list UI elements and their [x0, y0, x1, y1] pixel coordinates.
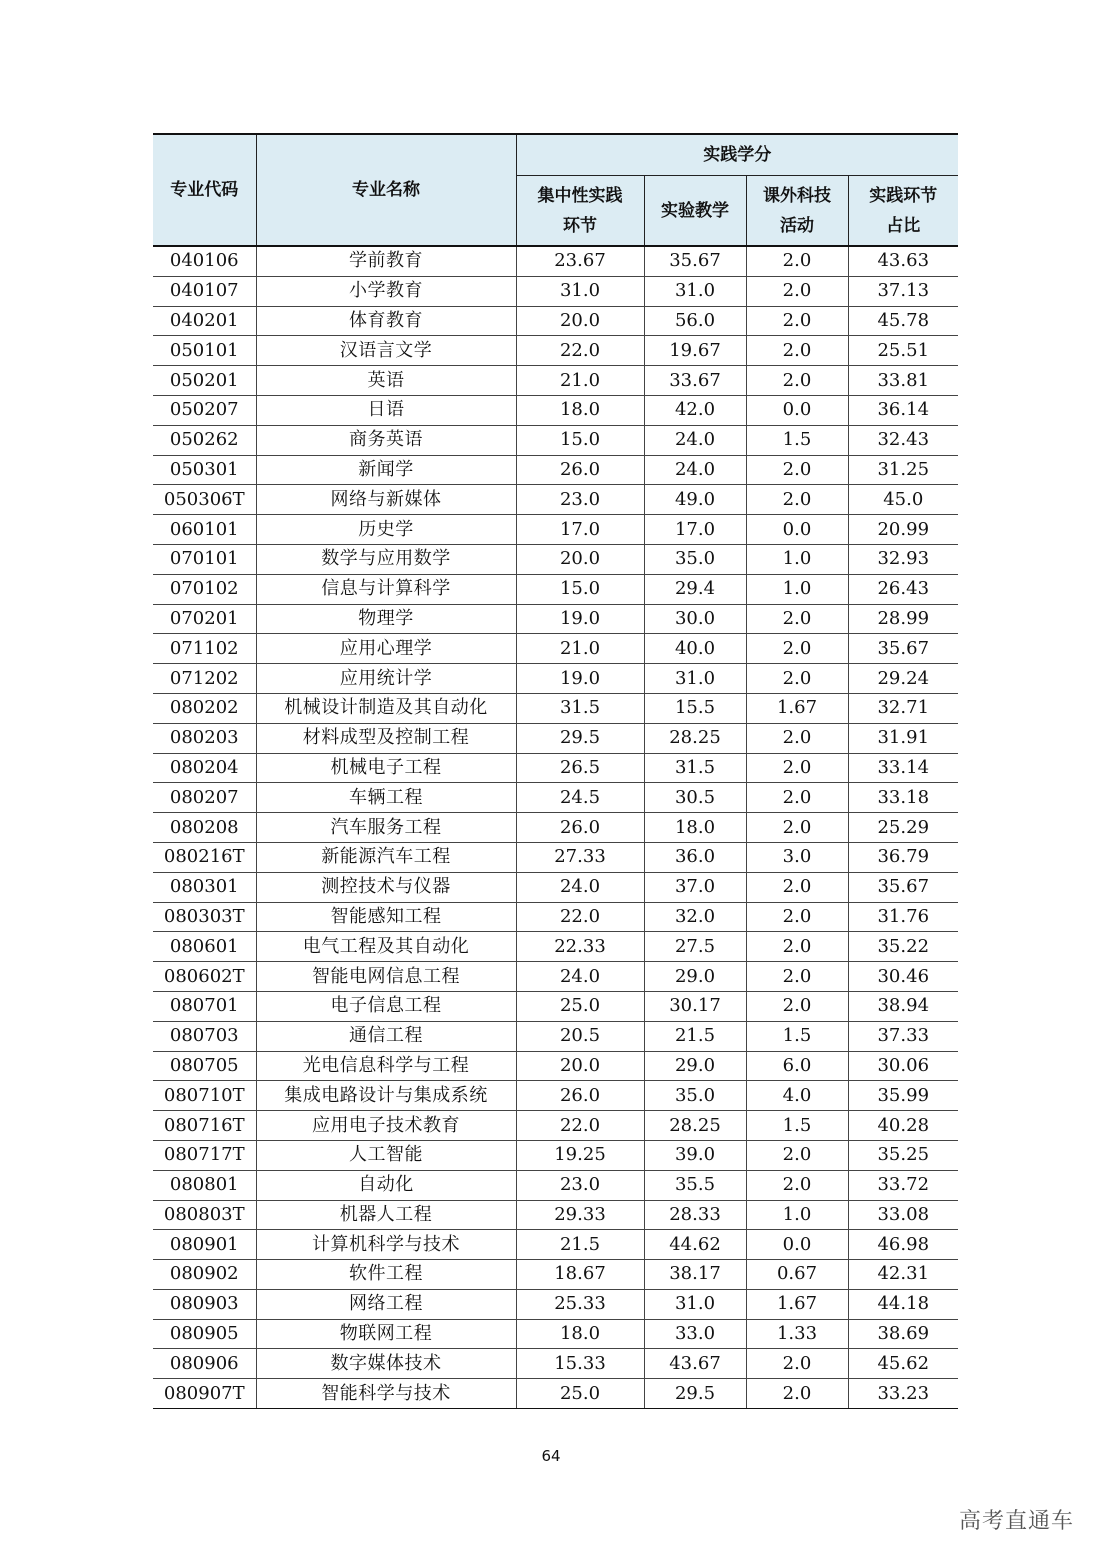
cell-centralized-practice: 18.0 [516, 395, 644, 425]
table-row [153, 1319, 958, 1349]
cell-code: 080705 [153, 1051, 256, 1081]
cell-centralized-practice: 23.67 [516, 246, 644, 276]
table-row [153, 693, 958, 723]
cell-major-name: 体育教育 [256, 306, 516, 336]
table-row [153, 336, 958, 366]
cell-lab-teaching: 24.0 [644, 425, 746, 455]
cell-lab-teaching: 42.0 [644, 395, 746, 425]
cell-practice-ratio: 37.13 [848, 276, 958, 306]
cell-code: 040107 [153, 276, 256, 306]
cell-code: 060101 [153, 515, 256, 545]
cell-lab-teaching: 21.5 [644, 1021, 746, 1051]
cell-practice-ratio: 30.06 [848, 1051, 958, 1081]
cell-centralized-practice: 15.0 [516, 574, 644, 604]
cell-major-name: 智能电网信息工程 [256, 962, 516, 992]
cell-practice-ratio: 38.94 [848, 991, 958, 1021]
cell-lab-teaching: 29.0 [644, 1051, 746, 1081]
practice-credits-table [153, 133, 958, 1409]
cell-extracurricular: 2.0 [746, 306, 848, 336]
table-body [153, 246, 958, 1409]
cell-extracurricular: 1.67 [746, 693, 848, 723]
cell-centralized-practice: 18.0 [516, 1319, 644, 1349]
cell-practice-ratio: 29.24 [848, 664, 958, 694]
cell-centralized-practice: 15.33 [516, 1349, 644, 1379]
cell-major-name: 汽车服务工程 [256, 813, 516, 843]
header-code: 专业代码 [153, 134, 256, 246]
table-row [153, 574, 958, 604]
header-name: 专业名称 [256, 134, 516, 246]
cell-centralized-practice: 22.0 [516, 902, 644, 932]
cell-major-name: 人工智能 [256, 1140, 516, 1170]
cell-major-name: 网络与新媒体 [256, 485, 516, 515]
cell-practice-ratio: 45.0 [848, 485, 958, 515]
cell-practice-ratio: 35.22 [848, 932, 958, 962]
cell-extracurricular: 1.5 [746, 1021, 848, 1051]
cell-code: 050262 [153, 425, 256, 455]
cell-lab-teaching: 29.5 [644, 1379, 746, 1409]
cell-extracurricular: 2.0 [746, 783, 848, 813]
cell-centralized-practice: 25.33 [516, 1289, 644, 1319]
cell-practice-ratio: 28.99 [848, 604, 958, 634]
cell-major-name: 英语 [256, 366, 516, 396]
cell-major-name: 网络工程 [256, 1289, 516, 1319]
table-row [153, 813, 958, 843]
table-row [153, 1260, 958, 1290]
table-row [153, 932, 958, 962]
table-row [153, 1230, 958, 1260]
cell-extracurricular: 0.67 [746, 1260, 848, 1290]
cell-lab-teaching: 19.67 [644, 336, 746, 366]
cell-extracurricular: 1.5 [746, 425, 848, 455]
cell-extracurricular: 2.0 [746, 1349, 848, 1379]
cell-lab-teaching: 30.17 [644, 991, 746, 1021]
cell-major-name: 历史学 [256, 515, 516, 545]
cell-lab-teaching: 31.5 [644, 753, 746, 783]
header-practice-ratio: 实践环节 占比 [848, 176, 958, 247]
cell-practice-ratio: 25.29 [848, 813, 958, 843]
cell-centralized-practice: 29.33 [516, 1200, 644, 1230]
cell-lab-teaching: 43.67 [644, 1349, 746, 1379]
cell-extracurricular: 2.0 [746, 753, 848, 783]
cell-code: 071102 [153, 634, 256, 664]
cell-extracurricular: 2.0 [746, 991, 848, 1021]
cell-practice-ratio: 45.78 [848, 306, 958, 336]
cell-code: 050301 [153, 455, 256, 485]
cell-practice-ratio: 32.43 [848, 425, 958, 455]
cell-lab-teaching: 18.0 [644, 813, 746, 843]
cell-centralized-practice: 24.5 [516, 783, 644, 813]
cell-practice-ratio: 35.67 [848, 872, 958, 902]
cell-extracurricular: 2.0 [746, 664, 848, 694]
cell-lab-teaching: 44.62 [644, 1230, 746, 1260]
cell-code: 080717T [153, 1140, 256, 1170]
cell-code: 080601 [153, 932, 256, 962]
cell-code: 040201 [153, 306, 256, 336]
cell-code: 080710T [153, 1081, 256, 1111]
cell-major-name: 数字媒体技术 [256, 1349, 516, 1379]
cell-practice-ratio: 31.76 [848, 902, 958, 932]
table-row [153, 395, 958, 425]
cell-code: 070101 [153, 544, 256, 574]
cell-lab-teaching: 24.0 [644, 455, 746, 485]
cell-extracurricular: 2.0 [746, 634, 848, 664]
table-row [153, 1140, 958, 1170]
table-row [153, 634, 958, 664]
cell-extracurricular: 0.0 [746, 395, 848, 425]
cell-code: 080301 [153, 872, 256, 902]
cell-lab-teaching: 33.0 [644, 1319, 746, 1349]
cell-extracurricular: 2.0 [746, 872, 848, 902]
cell-code: 070201 [153, 604, 256, 634]
cell-centralized-practice: 24.0 [516, 872, 644, 902]
cell-extracurricular: 6.0 [746, 1051, 848, 1081]
cell-lab-teaching: 17.0 [644, 515, 746, 545]
table-row [153, 1111, 958, 1141]
cell-practice-ratio: 35.25 [848, 1140, 958, 1170]
cell-code: 080907T [153, 1379, 256, 1409]
cell-code: 080906 [153, 1349, 256, 1379]
cell-major-name: 应用电子技术教育 [256, 1111, 516, 1141]
cell-code: 080901 [153, 1230, 256, 1260]
cell-lab-teaching: 35.0 [644, 544, 746, 574]
cell-code: 080204 [153, 753, 256, 783]
cell-centralized-practice: 20.0 [516, 1051, 644, 1081]
cell-major-name: 日语 [256, 395, 516, 425]
table-row [153, 1379, 958, 1409]
cell-centralized-practice: 19.0 [516, 604, 644, 634]
cell-practice-ratio: 33.81 [848, 366, 958, 396]
cell-practice-ratio: 42.31 [848, 1260, 958, 1290]
cell-lab-teaching: 40.0 [644, 634, 746, 664]
cell-practice-ratio: 25.51 [848, 336, 958, 366]
cell-extracurricular: 1.0 [746, 1200, 848, 1230]
cell-extracurricular: 2.0 [746, 455, 848, 485]
cell-practice-ratio: 40.28 [848, 1111, 958, 1141]
table-row [153, 1081, 958, 1111]
cell-major-name: 自动化 [256, 1170, 516, 1200]
cell-code: 080803T [153, 1200, 256, 1230]
cell-lab-teaching: 32.0 [644, 902, 746, 932]
cell-practice-ratio: 33.23 [848, 1379, 958, 1409]
cell-extracurricular: 2.0 [746, 336, 848, 366]
cell-centralized-practice: 15.0 [516, 425, 644, 455]
cell-code: 080701 [153, 991, 256, 1021]
cell-extracurricular: 1.0 [746, 544, 848, 574]
header-centralized-practice: 集中性实践 环节 [516, 176, 644, 247]
table-row [153, 723, 958, 753]
cell-lab-teaching: 28.25 [644, 723, 746, 753]
table-row [153, 1021, 958, 1051]
cell-centralized-practice: 21.0 [516, 366, 644, 396]
cell-major-name: 智能科学与技术 [256, 1379, 516, 1409]
cell-practice-ratio: 26.43 [848, 574, 958, 604]
cell-major-name: 车辆工程 [256, 783, 516, 813]
cell-centralized-practice: 17.0 [516, 515, 644, 545]
cell-centralized-practice: 25.0 [516, 1379, 644, 1409]
table-row [153, 664, 958, 694]
cell-code: 080905 [153, 1319, 256, 1349]
cell-centralized-practice: 24.0 [516, 962, 644, 992]
cell-lab-teaching: 33.67 [644, 366, 746, 396]
cell-code: 050207 [153, 395, 256, 425]
cell-practice-ratio: 20.99 [848, 515, 958, 545]
cell-practice-ratio: 37.33 [848, 1021, 958, 1051]
cell-major-name: 光电信息科学与工程 [256, 1051, 516, 1081]
table-row [153, 872, 958, 902]
cell-major-name: 汉语言文学 [256, 336, 516, 366]
cell-code: 050101 [153, 336, 256, 366]
cell-lab-teaching: 38.17 [644, 1260, 746, 1290]
cell-code: 080208 [153, 813, 256, 843]
cell-extracurricular: 2.0 [746, 723, 848, 753]
cell-major-name: 智能感知工程 [256, 902, 516, 932]
cell-centralized-practice: 26.0 [516, 1081, 644, 1111]
cell-centralized-practice: 20.5 [516, 1021, 644, 1051]
cell-lab-teaching: 30.5 [644, 783, 746, 813]
cell-code: 080703 [153, 1021, 256, 1051]
cell-practice-ratio: 31.25 [848, 455, 958, 485]
cell-lab-teaching: 35.0 [644, 1081, 746, 1111]
cell-code: 050201 [153, 366, 256, 396]
cell-centralized-practice: 20.0 [516, 544, 644, 574]
cell-extracurricular: 2.0 [746, 366, 848, 396]
cell-lab-teaching: 31.0 [644, 276, 746, 306]
cell-practice-ratio: 44.18 [848, 1289, 958, 1319]
cell-practice-ratio: 33.18 [848, 783, 958, 813]
cell-extracurricular: 2.0 [746, 902, 848, 932]
header-extracurricular: 课外科技 活动 [746, 176, 848, 247]
cell-lab-teaching: 36.0 [644, 842, 746, 872]
cell-major-name: 数学与应用数学 [256, 544, 516, 574]
cell-extracurricular: 1.5 [746, 1111, 848, 1141]
cell-centralized-practice: 26.0 [516, 813, 644, 843]
cell-practice-ratio: 43.63 [848, 246, 958, 276]
cell-code: 080303T [153, 902, 256, 932]
cell-code: 080203 [153, 723, 256, 753]
cell-extracurricular: 2.0 [746, 1170, 848, 1200]
cell-lab-teaching: 30.0 [644, 604, 746, 634]
cell-major-name: 测控技术与仪器 [256, 872, 516, 902]
cell-major-name: 机械电子工程 [256, 753, 516, 783]
table-row [153, 962, 958, 992]
cell-practice-ratio: 30.46 [848, 962, 958, 992]
cell-major-name: 通信工程 [256, 1021, 516, 1051]
cell-practice-ratio: 35.99 [848, 1081, 958, 1111]
cell-lab-teaching: 39.0 [644, 1140, 746, 1170]
cell-extracurricular: 0.0 [746, 1230, 848, 1260]
cell-major-name: 电气工程及其自动化 [256, 932, 516, 962]
cell-lab-teaching: 29.4 [644, 574, 746, 604]
cell-code: 040106 [153, 246, 256, 276]
table-row [153, 276, 958, 306]
header-lab-teaching: 实验教学 [644, 176, 746, 247]
cell-centralized-practice: 22.33 [516, 932, 644, 962]
cell-lab-teaching: 29.0 [644, 962, 746, 992]
cell-major-name: 软件工程 [256, 1260, 516, 1290]
cell-lab-teaching: 31.0 [644, 1289, 746, 1319]
cell-code: 080216T [153, 842, 256, 872]
cell-lab-teaching: 35.67 [644, 246, 746, 276]
cell-code: 080202 [153, 693, 256, 723]
cell-practice-ratio: 36.79 [848, 842, 958, 872]
cell-major-name: 物联网工程 [256, 1319, 516, 1349]
table-row [153, 455, 958, 485]
cell-centralized-practice: 26.5 [516, 753, 644, 783]
cell-centralized-practice: 22.0 [516, 336, 644, 366]
cell-extracurricular: 2.0 [746, 485, 848, 515]
cell-centralized-practice: 23.0 [516, 1170, 644, 1200]
cell-centralized-practice: 25.0 [516, 991, 644, 1021]
cell-major-name: 应用统计学 [256, 664, 516, 694]
cell-practice-ratio: 32.93 [848, 544, 958, 574]
cell-extracurricular: 2.0 [746, 813, 848, 843]
cell-major-name: 信息与计算科学 [256, 574, 516, 604]
table-row [153, 485, 958, 515]
cell-extracurricular: 2.0 [746, 246, 848, 276]
cell-centralized-practice: 27.33 [516, 842, 644, 872]
cell-extracurricular: 2.0 [746, 962, 848, 992]
cell-practice-ratio: 33.72 [848, 1170, 958, 1200]
cell-major-name: 集成电路设计与集成系统 [256, 1081, 516, 1111]
cell-code: 080801 [153, 1170, 256, 1200]
cell-centralized-practice: 19.25 [516, 1140, 644, 1170]
cell-major-name: 新闻学 [256, 455, 516, 485]
cell-centralized-practice: 20.0 [516, 306, 644, 336]
table-header [153, 134, 958, 246]
table-row [153, 366, 958, 396]
table-row [153, 1051, 958, 1081]
cell-major-name: 材料成型及控制工程 [256, 723, 516, 753]
cell-lab-teaching: 31.0 [644, 664, 746, 694]
table-row [153, 753, 958, 783]
cell-practice-ratio: 32.71 [848, 693, 958, 723]
cell-extracurricular: 4.0 [746, 1081, 848, 1111]
cell-centralized-practice: 26.0 [516, 455, 644, 485]
cell-major-name: 物理学 [256, 604, 516, 634]
table-row [153, 306, 958, 336]
cell-lab-teaching: 27.5 [644, 932, 746, 962]
cell-major-name: 学前教育 [256, 246, 516, 276]
table-row [153, 783, 958, 813]
cell-centralized-practice: 21.5 [516, 1230, 644, 1260]
watermark-text: 高考直通车 [958, 1509, 1074, 1534]
cell-code: 080716T [153, 1111, 256, 1141]
cell-code: 080903 [153, 1289, 256, 1319]
page-number: 64 [541, 1447, 561, 1465]
table-row [153, 515, 958, 545]
cell-lab-teaching: 28.25 [644, 1111, 746, 1141]
cell-practice-ratio: 33.08 [848, 1200, 958, 1230]
cell-lab-teaching: 35.5 [644, 1170, 746, 1200]
cell-centralized-practice: 31.5 [516, 693, 644, 723]
cell-major-name: 小学教育 [256, 276, 516, 306]
cell-lab-teaching: 15.5 [644, 693, 746, 723]
cell-code: 070102 [153, 574, 256, 604]
cell-major-name: 计算机科学与技术 [256, 1230, 516, 1260]
cell-extracurricular: 1.33 [746, 1319, 848, 1349]
cell-major-name: 新能源汽车工程 [256, 842, 516, 872]
cell-centralized-practice: 31.0 [516, 276, 644, 306]
cell-code: 080902 [153, 1260, 256, 1290]
cell-extracurricular: 2.0 [746, 932, 848, 962]
cell-lab-teaching: 37.0 [644, 872, 746, 902]
cell-practice-ratio: 36.14 [848, 395, 958, 425]
table-row [153, 544, 958, 574]
table-row [153, 1349, 958, 1379]
cell-code: 080207 [153, 783, 256, 813]
cell-centralized-practice: 22.0 [516, 1111, 644, 1141]
cell-centralized-practice: 23.0 [516, 485, 644, 515]
cell-extracurricular: 2.0 [746, 604, 848, 634]
cell-centralized-practice: 21.0 [516, 634, 644, 664]
cell-lab-teaching: 56.0 [644, 306, 746, 336]
cell-major-name: 电子信息工程 [256, 991, 516, 1021]
cell-centralized-practice: 19.0 [516, 664, 644, 694]
cell-practice-ratio: 35.67 [848, 634, 958, 664]
cell-code: 080602T [153, 962, 256, 992]
cell-centralized-practice: 29.5 [516, 723, 644, 753]
cell-major-name: 商务英语 [256, 425, 516, 455]
cell-code: 050306T [153, 485, 256, 515]
cell-practice-ratio: 38.69 [848, 1319, 958, 1349]
table-row [153, 1200, 958, 1230]
cell-extracurricular: 1.67 [746, 1289, 848, 1319]
table-row [153, 246, 958, 276]
cell-practice-ratio: 33.14 [848, 753, 958, 783]
cell-practice-ratio: 46.98 [848, 1230, 958, 1260]
cell-major-name: 应用心理学 [256, 634, 516, 664]
cell-extracurricular: 1.0 [746, 574, 848, 604]
cell-major-name: 机械设计制造及其自动化 [256, 693, 516, 723]
table-row [153, 902, 958, 932]
table-row [153, 991, 958, 1021]
table-row [153, 1289, 958, 1319]
cell-code: 071202 [153, 664, 256, 694]
table-row [153, 1170, 958, 1200]
header-group-practice-credits: 实践学分 [516, 134, 958, 176]
cell-practice-ratio: 31.91 [848, 723, 958, 753]
cell-extracurricular: 2.0 [746, 276, 848, 306]
cell-extracurricular: 2.0 [746, 1140, 848, 1170]
cell-practice-ratio: 45.62 [848, 1349, 958, 1379]
cell-extracurricular: 2.0 [746, 1379, 848, 1409]
cell-major-name: 机器人工程 [256, 1200, 516, 1230]
table-row [153, 604, 958, 634]
cell-extracurricular: 0.0 [746, 515, 848, 545]
cell-lab-teaching: 28.33 [644, 1200, 746, 1230]
table-row [153, 842, 958, 872]
cell-lab-teaching: 49.0 [644, 485, 746, 515]
table-row [153, 425, 958, 455]
cell-centralized-practice: 18.67 [516, 1260, 644, 1290]
cell-extracurricular: 3.0 [746, 842, 848, 872]
